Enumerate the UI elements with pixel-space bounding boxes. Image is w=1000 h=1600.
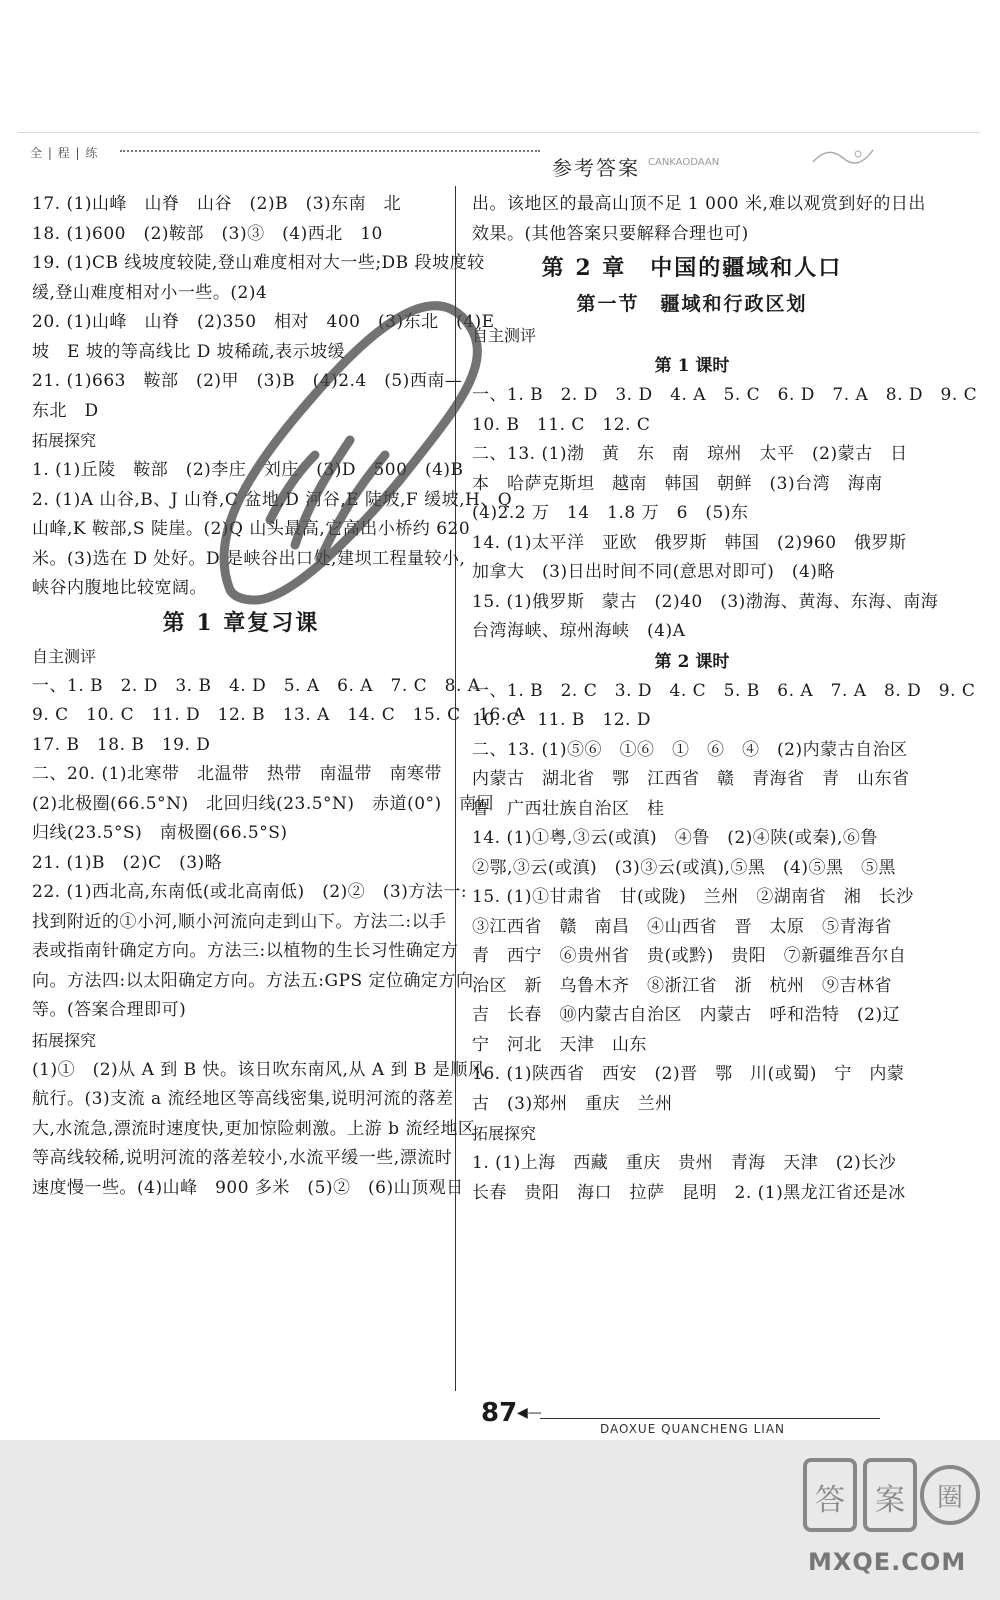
answer-line: 21. (1)663 鞍部 (2)甲 (3)B (4)2.4 (5)西南—: [32, 371, 463, 391]
answer-line: 宁 河北 天津 山东: [472, 1034, 647, 1055]
chapter-title: 第 1 章复习课: [162, 609, 320, 636]
answer-line: 16. (1)陕西省 西安 (2)晋 鄂 川(或蜀) 宁 内蒙: [472, 1064, 905, 1084]
lesson-title: 第 2 课时: [654, 651, 730, 672]
section-heading: 自主测评: [472, 326, 537, 345]
answer-line: 14. (1)①粤,③云(或滇) ④鲁 (2)④陕(或秦),⑥鲁: [472, 828, 878, 848]
answer-line: 本 哈萨克斯坦 越南 韩国 朝鲜 (3)台湾 海南: [472, 473, 883, 494]
answer-line: 台湾海峡、琼州海峡 (4)A: [472, 621, 686, 641]
answer-line: 长春 贵阳 海口 拉萨 昆明 2. (1)黑龙江省还是冰: [472, 1182, 906, 1203]
answer-line: 航行。(3)支流 a 流经地区等高线密集,说明河流的落差: [32, 1089, 454, 1109]
answer-line: 二、20. (1)北寒带 北温带 热带 南温带 南寒带: [32, 764, 443, 784]
answer-line: 速度慢一些。(4)山峰 900 多米 (5)② (6)山顶观日: [32, 1177, 464, 1198]
answer-line: 10. C 11. B 12. D: [472, 710, 651, 730]
answer-line: 山峰,K 鞍部,S 陡崖。(2)Q 山头最高,它高出小桥约 620: [32, 519, 471, 539]
page-header-title: 参考答案: [552, 156, 640, 180]
answer-line: 10. B 11. C 12. C: [472, 414, 651, 435]
answer-line: 二、13. (1)⑤⑥ ①⑥ ① ⑥ ④ (2)内蒙古自治区: [472, 739, 908, 760]
answer-line: (4)2.2 万 14 1.8 万 6 (5)东: [472, 503, 749, 523]
answer-line: 等高线较稀,说明河流的落差较小,水流平缓一些,漂流时: [32, 1148, 453, 1168]
answer-line: 吉 长春 ⑩内蒙古自治区 内蒙古 呼和浩特 (2)辽: [472, 1005, 901, 1025]
header-left-tag: 全 | 程 | 练: [30, 146, 99, 160]
answer-line: 找到附近的①小河,顺小河流向走到山下。方法二:以手: [32, 911, 447, 932]
answer-line: 缓,登山难度相对小一些。(2)4: [32, 282, 268, 303]
answer-line: 表或指南针确定方向。方法三:以植物的生长习性确定方: [32, 941, 459, 961]
section-title: 第一节 疆域和行政区划: [576, 293, 808, 315]
answer-line: 17. B 18. B 19. D: [32, 734, 211, 755]
answer-line: 15. (1)俄罗斯 蒙古 (2)40 (3)渤海、黄海、东海、南海: [472, 591, 939, 612]
answer-line: 峡谷内腹地比较宽阔。: [32, 578, 207, 598]
top-blank-area: [0, 0, 1000, 132]
header-flourish-icon: [808, 140, 878, 170]
answer-line: 21. (1)B (2)C (3)略: [32, 852, 223, 873]
answer-line: 坡 E 坡的等高线比 D 坡稀疏,表示坡缓: [32, 341, 346, 362]
answer-line: 等。(答案合理即可): [32, 1000, 187, 1020]
answer-line: 1. (1)丘陵 鞍部 (2)李庄 刘庄 (3)D 500 (4)B: [32, 460, 464, 480]
answer-line: 20. (1)山峰 山脊 (2)350 相对 400 (3)东北 (4)E: [32, 312, 495, 332]
answer-line: 鲁 广西壮族自治区 桂: [472, 798, 665, 819]
footer-series-name: DAOXUE QUANCHENG LIAN: [600, 1422, 786, 1436]
answer-line: 青 西宁 ⑥贵州省 贵(或黔) 贵阳 ⑦新疆维吾尔自: [472, 946, 907, 966]
answer-line: 效果。(其他答案只要解释合理也可): [472, 223, 749, 244]
answer-line: 17. (1)山峰 山脊 山谷 (2)B (3)东南 北: [32, 194, 402, 214]
answer-line: 大,水流急,漂流时速度快,更加惊险刺激。上游 b 流经地区: [32, 1118, 476, 1139]
section-heading: 拓展探究: [32, 1030, 97, 1050]
page-number: 87: [481, 1398, 518, 1428]
answer-line: (2)北极圈(66.5°N) 北回归线(23.5°N) 赤道(0°) 南回: [32, 793, 495, 814]
section-heading: 拓展探究: [472, 1124, 537, 1143]
svg-text:案: 案: [875, 1483, 905, 1518]
answer-line: 出。该地区的最高山顶不足 1 000 米,难以观赏到好的日出: [472, 194, 926, 214]
watermark-stamp-icon: [200, 290, 500, 620]
svg-text:答: 答: [815, 1483, 845, 1518]
answer-line: 归线(23.5°S) 南极圈(66.5°S): [32, 823, 288, 843]
answer-line: 古 (3)郑州 重庆 兰州: [472, 1093, 673, 1114]
answer-line: 一、1. B 2. C 3. D 4. C 5. B 6. A 7. A 8. D 9. C: [472, 680, 976, 701]
answer-line: 向。方法四:以太阳确定方向。方法五:GPS 定位确定方向: [32, 970, 474, 991]
chapter-title: 第 2 章 中国的疆域和人口: [541, 255, 843, 281]
answer-line: 14. (1)太平洋 亚欧 俄罗斯 韩国 (2)960 俄罗斯: [472, 532, 907, 553]
answer-line: (1)① (2)从 A 到 B 快。该日吹东南风,从 A 到 B 是顺风: [32, 1059, 486, 1080]
answer-line: 内蒙古 湖北省 鄂 江西省 赣 青海省 青 山东省: [472, 769, 910, 789]
page-header-subtitle: CANKAODAAN: [648, 157, 720, 168]
answer-line: 2. (1)A 山谷,B、J 山脊,C 盆地,D 河谷,E 陡坡,F 缓坡,H、Q: [32, 489, 513, 510]
svg-text:圈: 圈: [936, 1483, 964, 1513]
header-dotted-rule: [120, 150, 540, 152]
answer-line: 加拿大 (3)日出时间不同(意思对即可) (4)略: [472, 562, 835, 582]
section-heading: 拓展探究: [32, 431, 97, 450]
answer-line: 治区 新 乌鲁木齐 ⑧浙江省 浙 杭州 ⑨吉林省: [472, 975, 892, 996]
answer-line: 一、1. B 2. D 3. D 4. A 5. C 6. D 7. A 8. D 9. C: [472, 385, 978, 405]
answer-line: 1. (1)上海 西藏 重庆 贵州 青海 天津 (2)长沙: [472, 1153, 897, 1173]
watermark-domain: MXQE.COM: [808, 1548, 967, 1576]
answer-line: 米。(3)选在 D 处好。D 是峡谷出口处,建坝工程量较小,: [32, 548, 466, 569]
watermark-logo-icon: [800, 1450, 980, 1545]
footer-rule: [540, 1418, 880, 1419]
lesson-title: 第 1 课时: [654, 356, 730, 376]
answer-line: 9. C 10. C 11. D 12. B 13. A 14. C 15. C 16. A: [32, 705, 526, 725]
answer-line: 22. (1)西北高,东南低(或北高南低) (2)② (3)方法一:: [32, 882, 468, 902]
answer-line: 19. (1)CB 线坡度较陡,登山难度相对大一些;DB 段坡度较: [32, 253, 485, 273]
answer-line: ②鄂,③云(或滇) (3)③云(或滇),⑤黑 (4)⑤黑 ⑤黑: [472, 857, 896, 878]
right-column: [472, 190, 978, 1208]
answer-line: 18. (1)600 (2)鞍部 (3)③ (4)西北 10: [32, 223, 383, 244]
arrow-left-icon: ◀—: [517, 1405, 542, 1421]
section-heading: 自主测评: [32, 646, 97, 666]
answer-line: 15. (1)①甘肃省 甘(或陇) 兰州 ②湖南省 湘 长沙: [472, 887, 914, 907]
answer-line: 二、13. (1)渤 黄 东 南 琼州 太平 (2)蒙古 日: [472, 444, 908, 464]
answer-line: ③江西省 赣 南昌 ④山西省 晋 太原 ⑤青海省: [472, 916, 892, 937]
answer-line: 一、1. B 2. D 3. B 4. D 5. A 6. A 7. C 8. A: [32, 675, 481, 696]
answer-line: 东北 D: [32, 400, 99, 421]
